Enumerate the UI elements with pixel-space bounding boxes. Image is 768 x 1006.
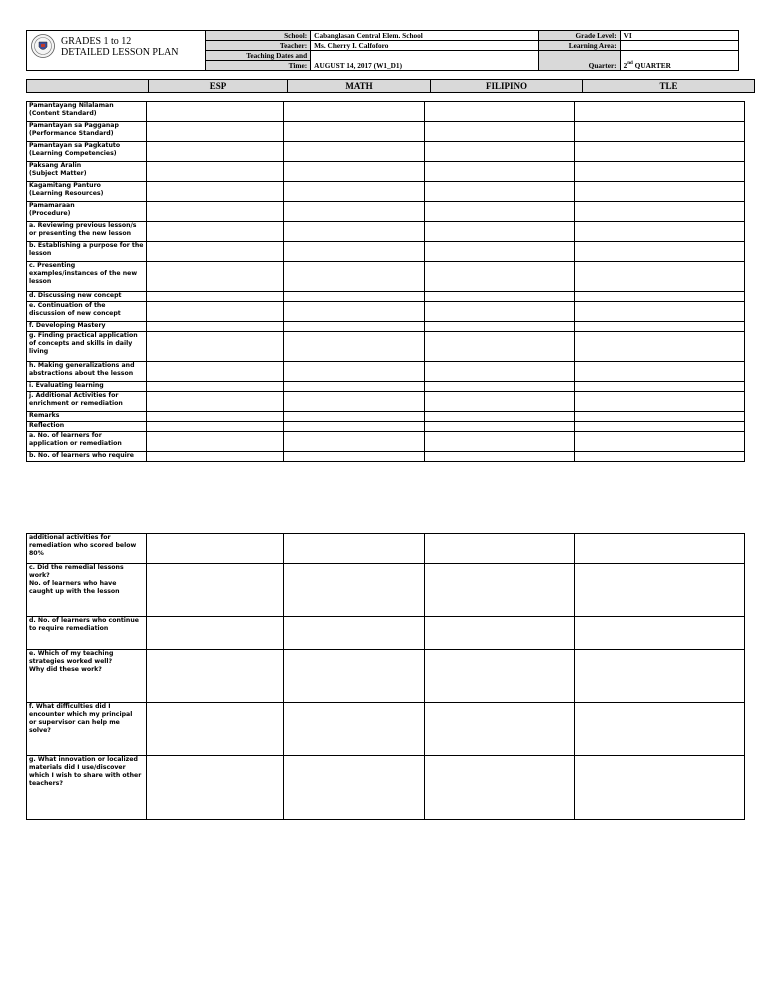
cell-tle[interactable] xyxy=(575,564,745,617)
subject-filipino: FILIPINO xyxy=(431,80,583,93)
cell-esp[interactable] xyxy=(147,182,284,202)
table-row xyxy=(27,292,745,302)
cell-filipino[interactable] xyxy=(425,332,575,362)
row-label-line: h. Making generalizations and xyxy=(29,362,135,369)
cell-esp[interactable] xyxy=(147,617,284,650)
cell-math[interactable] xyxy=(284,392,425,412)
table-row xyxy=(27,650,745,703)
cell-filipino[interactable] xyxy=(425,102,575,122)
cell-filipino[interactable] xyxy=(425,242,575,262)
cell-math[interactable] xyxy=(284,432,425,452)
cell-tle[interactable] xyxy=(575,412,745,422)
row-label-line: which I wish to share with other xyxy=(29,772,142,779)
cell-filipino[interactable] xyxy=(425,162,575,182)
cell-esp[interactable] xyxy=(147,534,284,564)
table-row xyxy=(27,332,745,362)
table-row xyxy=(27,302,745,322)
row-label xyxy=(27,382,147,392)
learning-area-value xyxy=(620,41,738,51)
cell-math[interactable] xyxy=(284,222,425,242)
cell-math[interactable] xyxy=(284,102,425,122)
row-label xyxy=(27,162,147,182)
cell-tle[interactable] xyxy=(575,292,745,302)
row-label-line: abstractions about the lesson xyxy=(29,370,134,377)
cell-tle[interactable] xyxy=(575,432,745,452)
row-label-line: or supervisor can help me xyxy=(29,719,120,726)
table-row xyxy=(27,202,745,222)
row-label xyxy=(27,756,147,820)
cell-esp[interactable] xyxy=(147,382,284,392)
cell-math[interactable] xyxy=(284,564,425,617)
row-label-line: f. What difficulties did I xyxy=(29,703,111,710)
dates-label-1: Teaching Dates and xyxy=(206,51,311,61)
table-row xyxy=(27,142,745,162)
cell-tle[interactable] xyxy=(575,756,745,820)
learning-area-label: Learning Area: xyxy=(538,41,620,51)
cell-esp[interactable] xyxy=(147,422,284,432)
cell-math[interactable] xyxy=(284,322,425,332)
cell-filipino[interactable] xyxy=(425,703,575,756)
row-label-line: discussion of new concept xyxy=(29,310,121,317)
row-label-line: e. Continuation of the xyxy=(29,302,106,309)
lesson-plan-table-page2 xyxy=(26,533,745,820)
row-label-line: (Subject Matter) xyxy=(29,170,87,177)
row-label-line: solve? xyxy=(29,727,51,734)
row-label-line: Pamantayan sa Pagganap xyxy=(29,122,119,129)
row-label xyxy=(27,564,147,617)
cell-math[interactable] xyxy=(284,242,425,262)
row-label-line: application or remediation xyxy=(29,440,122,447)
cell-tle[interactable] xyxy=(575,322,745,332)
quarter-word: QUARTER xyxy=(632,61,671,70)
cell-math[interactable] xyxy=(284,617,425,650)
grade-level-label: Grade Level: xyxy=(538,31,620,41)
cell-math[interactable] xyxy=(284,162,425,182)
grade-level-value: VI xyxy=(620,31,738,41)
cell-math[interactable] xyxy=(284,534,425,564)
row-label xyxy=(27,182,147,202)
cell-filipino[interactable] xyxy=(425,432,575,452)
table-row xyxy=(27,756,745,820)
cell-tle[interactable] xyxy=(575,302,745,322)
row-label xyxy=(27,262,147,292)
row-label-line: b. Establishing a purpose for the xyxy=(29,242,144,249)
cell-tle[interactable] xyxy=(575,222,745,242)
cell-math[interactable] xyxy=(284,262,425,292)
row-label-line: c. Did the remedial lessons xyxy=(29,564,124,571)
cell-math[interactable] xyxy=(284,382,425,392)
row-label-line: Remarks xyxy=(29,412,60,419)
row-label-line: lesson xyxy=(29,278,52,285)
row-label-line: encounter which my principal xyxy=(29,711,133,718)
cell-filipino[interactable] xyxy=(425,756,575,820)
row-label-line: f. Developing Mastery xyxy=(29,322,106,329)
teacher-value: Ms. Cherry I. Calfoforo xyxy=(311,41,539,51)
cell-esp[interactable] xyxy=(147,322,284,332)
title-line2: DETAILED LESSON PLAN xyxy=(61,47,179,58)
row-label-line: Pamantayang Nilalaman xyxy=(29,102,114,109)
cell-esp[interactable] xyxy=(147,452,284,462)
cell-tle[interactable] xyxy=(575,362,745,382)
subject-header-blank xyxy=(27,80,149,93)
cell-filipino[interactable] xyxy=(425,142,575,162)
row-label xyxy=(27,534,147,564)
cell-filipino[interactable] xyxy=(425,392,575,412)
cell-tle[interactable] xyxy=(575,262,745,292)
cell-filipino[interactable] xyxy=(425,122,575,142)
table-row xyxy=(27,262,745,292)
table-row xyxy=(27,222,745,242)
row-label-line: d. No. of learners who continue xyxy=(29,617,139,624)
table-row xyxy=(27,242,745,262)
cell-filipino[interactable] xyxy=(425,422,575,432)
cell-esp[interactable] xyxy=(147,102,284,122)
cell-esp[interactable] xyxy=(147,650,284,703)
table-row xyxy=(27,362,745,382)
school-value: Cabanglasan Central Elem. School xyxy=(311,31,539,41)
subject-esp: ESP xyxy=(149,80,288,93)
cell-tle[interactable] xyxy=(575,382,745,392)
cell-esp[interactable] xyxy=(147,242,284,262)
row-label-line: living xyxy=(29,348,49,355)
row-label-line: (Content Standard) xyxy=(29,110,97,117)
row-label-line: c. Presenting xyxy=(29,262,76,269)
row-label-line: Kagamitang Panturo xyxy=(29,182,101,189)
row-label-line: g. Finding practical application xyxy=(29,332,138,339)
row-label xyxy=(27,102,147,122)
cell-tle[interactable] xyxy=(575,162,745,182)
cell-filipino[interactable] xyxy=(425,617,575,650)
cell-filipino[interactable] xyxy=(425,322,575,332)
cell-filipino[interactable] xyxy=(425,534,575,564)
cell-filipino[interactable] xyxy=(425,362,575,382)
quarter-number: 2 xyxy=(623,61,628,70)
title-line1: GRADES 1 to 12 xyxy=(61,36,132,47)
cell-filipino[interactable] xyxy=(425,412,575,422)
row-label-line: Pamantayan sa Pagkatuto xyxy=(29,142,121,149)
cell-math[interactable] xyxy=(284,182,425,202)
row-label-line: Reflection xyxy=(29,422,65,429)
cell-filipino[interactable] xyxy=(425,564,575,617)
school-label: School: xyxy=(206,31,311,41)
row-label xyxy=(27,617,147,650)
teacher-label: Teacher: xyxy=(206,41,311,51)
cell-esp[interactable] xyxy=(147,756,284,820)
row-label xyxy=(27,650,147,703)
row-label xyxy=(27,202,147,222)
cell-math[interactable] xyxy=(284,292,425,302)
row-label-line: a. Reviewing previous lesson/s xyxy=(29,222,137,229)
subject-tle: TLE xyxy=(583,80,755,93)
cell-esp[interactable] xyxy=(147,292,284,302)
row-label xyxy=(27,222,147,242)
row-label-line: (Learning Resources) xyxy=(29,190,104,197)
header-table xyxy=(26,30,739,71)
cell-math[interactable] xyxy=(284,122,425,142)
row-label-line: 80% xyxy=(29,550,44,557)
row-label-line: a. No. of learners for xyxy=(29,432,102,439)
cell-tle[interactable] xyxy=(575,534,745,564)
cell-filipino[interactable] xyxy=(425,202,575,222)
cell-tle[interactable] xyxy=(575,617,745,650)
table-row xyxy=(27,392,745,412)
cell-math[interactable] xyxy=(284,422,425,432)
cell-esp[interactable] xyxy=(147,392,284,412)
cell-tle[interactable] xyxy=(575,422,745,432)
cell-esp[interactable] xyxy=(147,202,284,222)
row-label xyxy=(27,703,147,756)
cell-esp[interactable] xyxy=(147,332,284,362)
table-row xyxy=(27,182,745,202)
cell-tle[interactable] xyxy=(575,452,745,462)
row-label-line: g. What innovation or localized xyxy=(29,756,138,763)
row-label xyxy=(27,142,147,162)
cell-tle[interactable] xyxy=(575,650,745,703)
row-label-line: of concepts and skills in daily xyxy=(29,340,133,347)
cell-esp[interactable] xyxy=(147,432,284,452)
row-label-line: teachers? xyxy=(29,780,63,787)
row-label-line: work? xyxy=(29,572,50,579)
cell-esp[interactable] xyxy=(147,162,284,182)
cell-tle[interactable] xyxy=(575,142,745,162)
table-row xyxy=(27,412,745,422)
row-label xyxy=(27,412,147,422)
table-row xyxy=(27,102,745,122)
cell-math[interactable] xyxy=(284,756,425,820)
cell-math[interactable] xyxy=(284,452,425,462)
table-row xyxy=(27,422,745,432)
cell-filipino[interactable] xyxy=(425,650,575,703)
cell-tle[interactable] xyxy=(575,332,745,362)
table-row xyxy=(27,322,745,332)
cell-esp[interactable] xyxy=(147,142,284,162)
row-label xyxy=(27,332,147,362)
row-label-line: (Procedure) xyxy=(29,210,71,217)
lesson-plan-table-page1 xyxy=(26,101,745,462)
table-row xyxy=(27,122,745,142)
row-label-line: Paksang Aralin xyxy=(29,162,82,169)
cell-esp[interactable] xyxy=(147,362,284,382)
cell-filipino[interactable] xyxy=(425,302,575,322)
subject-math: MATH xyxy=(288,80,431,93)
row-label-line: e. Which of my teaching xyxy=(29,650,114,657)
cell-math[interactable] xyxy=(284,650,425,703)
cell-filipino[interactable] xyxy=(425,222,575,242)
row-label xyxy=(27,392,147,412)
row-label-line: materials did I use/discover xyxy=(29,764,126,771)
table-row xyxy=(27,382,745,392)
row-label-line: j. Additional Activities for xyxy=(29,392,119,399)
table-row xyxy=(27,162,745,182)
cell-tle[interactable] xyxy=(575,202,745,222)
row-label-line: i. Evaluating learning xyxy=(29,382,104,389)
cell-filipino[interactable] xyxy=(425,452,575,462)
table-row xyxy=(27,703,745,756)
row-label-line: (Performance Standard) xyxy=(29,130,114,137)
row-label-line: examples/instances of the new xyxy=(29,270,138,277)
row-label-line: Pamamaraan xyxy=(29,202,75,209)
subject-header-table xyxy=(26,79,755,93)
cell-tle[interactable] xyxy=(575,122,745,142)
cell-tle[interactable] xyxy=(575,392,745,412)
row-label-line: d. Discussing new concept xyxy=(29,292,122,299)
cell-filipino[interactable] xyxy=(425,292,575,302)
cell-filipino[interactable] xyxy=(425,182,575,202)
quarter-label: Quarter: xyxy=(538,51,620,71)
row-label xyxy=(27,292,147,302)
row-label-line: additional activities for xyxy=(29,534,111,541)
cell-tle[interactable] xyxy=(575,102,745,122)
cell-esp[interactable] xyxy=(147,703,284,756)
row-label xyxy=(27,302,147,322)
cell-math[interactable] xyxy=(284,302,425,322)
cell-math[interactable] xyxy=(284,202,425,222)
row-label-line: remediation who scored below xyxy=(29,542,137,549)
cell-math[interactable] xyxy=(284,703,425,756)
cell-tle[interactable] xyxy=(575,242,745,262)
row-label-line: or presenting the new lesson xyxy=(29,230,132,237)
table-row xyxy=(27,432,745,452)
dates-label-2: Time: xyxy=(206,61,311,71)
deped-seal-icon xyxy=(31,34,55,58)
quarter-suffix: nd xyxy=(627,61,633,66)
row-label-line: to require remediation xyxy=(29,625,109,632)
title-block xyxy=(27,31,206,71)
quarter-value xyxy=(620,51,738,71)
row-label xyxy=(27,122,147,142)
row-label-line: No. of learners who have xyxy=(29,580,117,587)
row-label xyxy=(27,242,147,262)
row-label-line: (Learning Competencies) xyxy=(29,150,117,157)
cell-esp[interactable] xyxy=(147,262,284,292)
cell-esp[interactable] xyxy=(147,412,284,422)
row-label-line: lesson xyxy=(29,250,52,257)
row-label-line: enrichment or remediation xyxy=(29,400,123,407)
cell-esp[interactable] xyxy=(147,564,284,617)
row-label xyxy=(27,322,147,332)
row-label xyxy=(27,452,147,462)
cell-esp[interactable] xyxy=(147,302,284,322)
cell-filipino[interactable] xyxy=(425,262,575,292)
cell-tle[interactable] xyxy=(575,703,745,756)
cell-math[interactable] xyxy=(284,142,425,162)
table-row xyxy=(27,534,745,564)
cell-tle[interactable] xyxy=(575,182,745,202)
cell-math[interactable] xyxy=(284,362,425,382)
row-label-line: caught up with the lesson xyxy=(29,588,120,595)
row-label-line: b. No. of learners who require xyxy=(29,452,134,459)
row-label-line: strategies worked well? xyxy=(29,658,113,665)
cell-math[interactable] xyxy=(284,412,425,422)
cell-filipino[interactable] xyxy=(425,382,575,392)
dates-value: AUGUST 14, 2017 (W1_D1) xyxy=(311,51,539,71)
row-label xyxy=(27,362,147,382)
cell-esp[interactable] xyxy=(147,122,284,142)
table-row xyxy=(27,452,745,462)
cell-esp[interactable] xyxy=(147,222,284,242)
row-label xyxy=(27,432,147,452)
row-label xyxy=(27,422,147,432)
row-label-line: Why did these work? xyxy=(29,666,102,673)
table-row xyxy=(27,617,745,650)
cell-math[interactable] xyxy=(284,332,425,362)
table-row xyxy=(27,564,745,617)
